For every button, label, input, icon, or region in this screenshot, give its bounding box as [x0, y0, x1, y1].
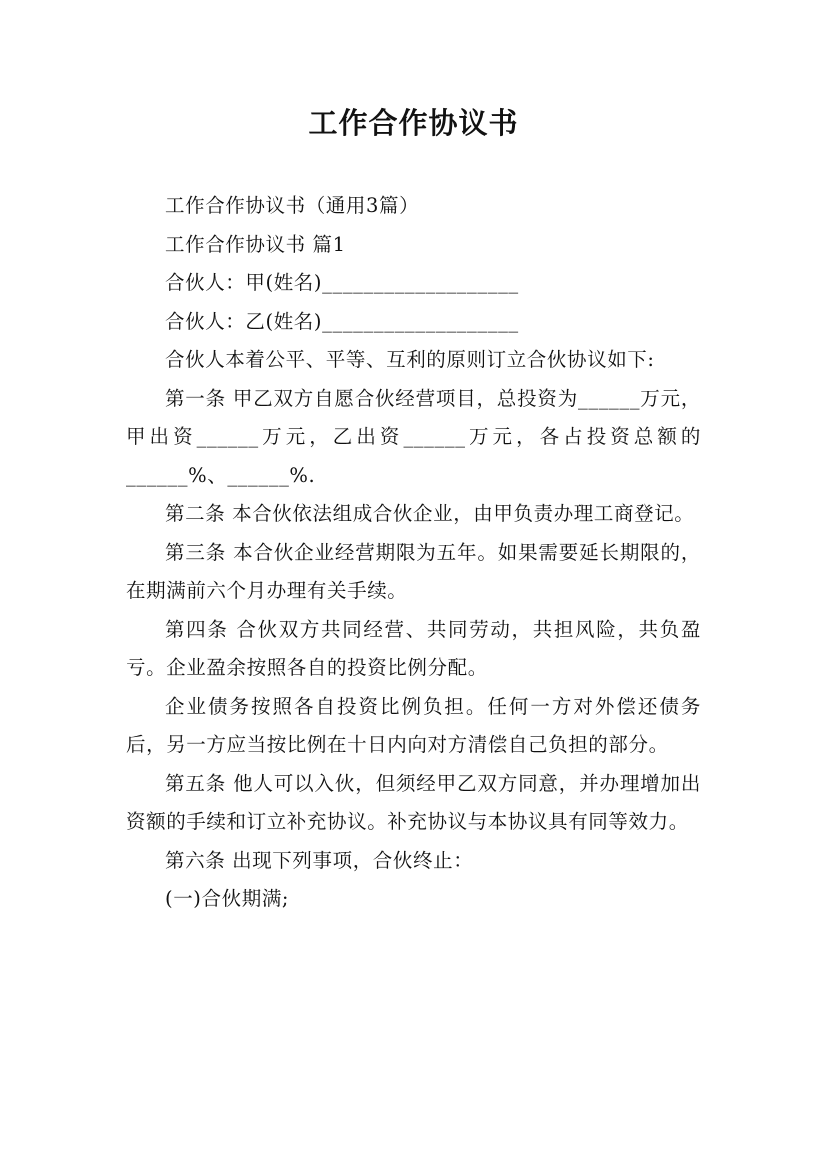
article-1-paragraph: 第一条 甲乙双方自愿合伙经营项目，总投资为______万元，甲出资______万元，乙出资______万元，各占投资总额的______%、______%. — [126, 386, 701, 487]
partner-a-line: 合伙人：甲(姓名)___________________ — [165, 271, 519, 294]
partner-b-line: 合伙人：乙(姓名)___________________ — [165, 309, 519, 333]
document-body — [126, 187, 701, 919]
article-6-paragraph: 第六条 出现下列事项，合伙终止： — [165, 848, 474, 872]
article-5-paragraph: 第五条 他人可以入伙，但须经甲乙双方同意，并办理增加出资额的手续和订立补充协议。补充协议与本协议具有同等效力。 — [126, 771, 701, 833]
article-2-paragraph: 第二条 本合伙依法组成合伙企业，由甲负责办理工商登记。 — [165, 502, 695, 525]
subtitle-paragraph: 工作合作协议书（通用3篇） — [165, 194, 420, 217]
document-title: 工作合作协议书 — [308, 106, 519, 140]
article-3-paragraph: 第三条 本合伙企业经营期限为五年。如果需要延长期限的，在期满前六个月办理有关手续。 — [126, 540, 701, 602]
section-heading: 工作合作协议书 篇1 — [165, 232, 346, 256]
article-4-paragraph: 第四条 合伙双方共同经营、共同劳动，共担风险，共负盈亏。企业盈余按照各自的投资比例分配。 — [126, 617, 701, 679]
debt-paragraph: 企业债务按照各自投资比例负担。任何一方对外偿还债务后，另一方应当按比例在十日内向对方清偿自己负担的部分。 — [126, 694, 701, 756]
preamble-paragraph: 合伙人本着公平、平等、互利的原则订立合伙协议如下: — [165, 348, 655, 371]
article-6-item-1: (一)合伙期满; — [165, 887, 290, 910]
